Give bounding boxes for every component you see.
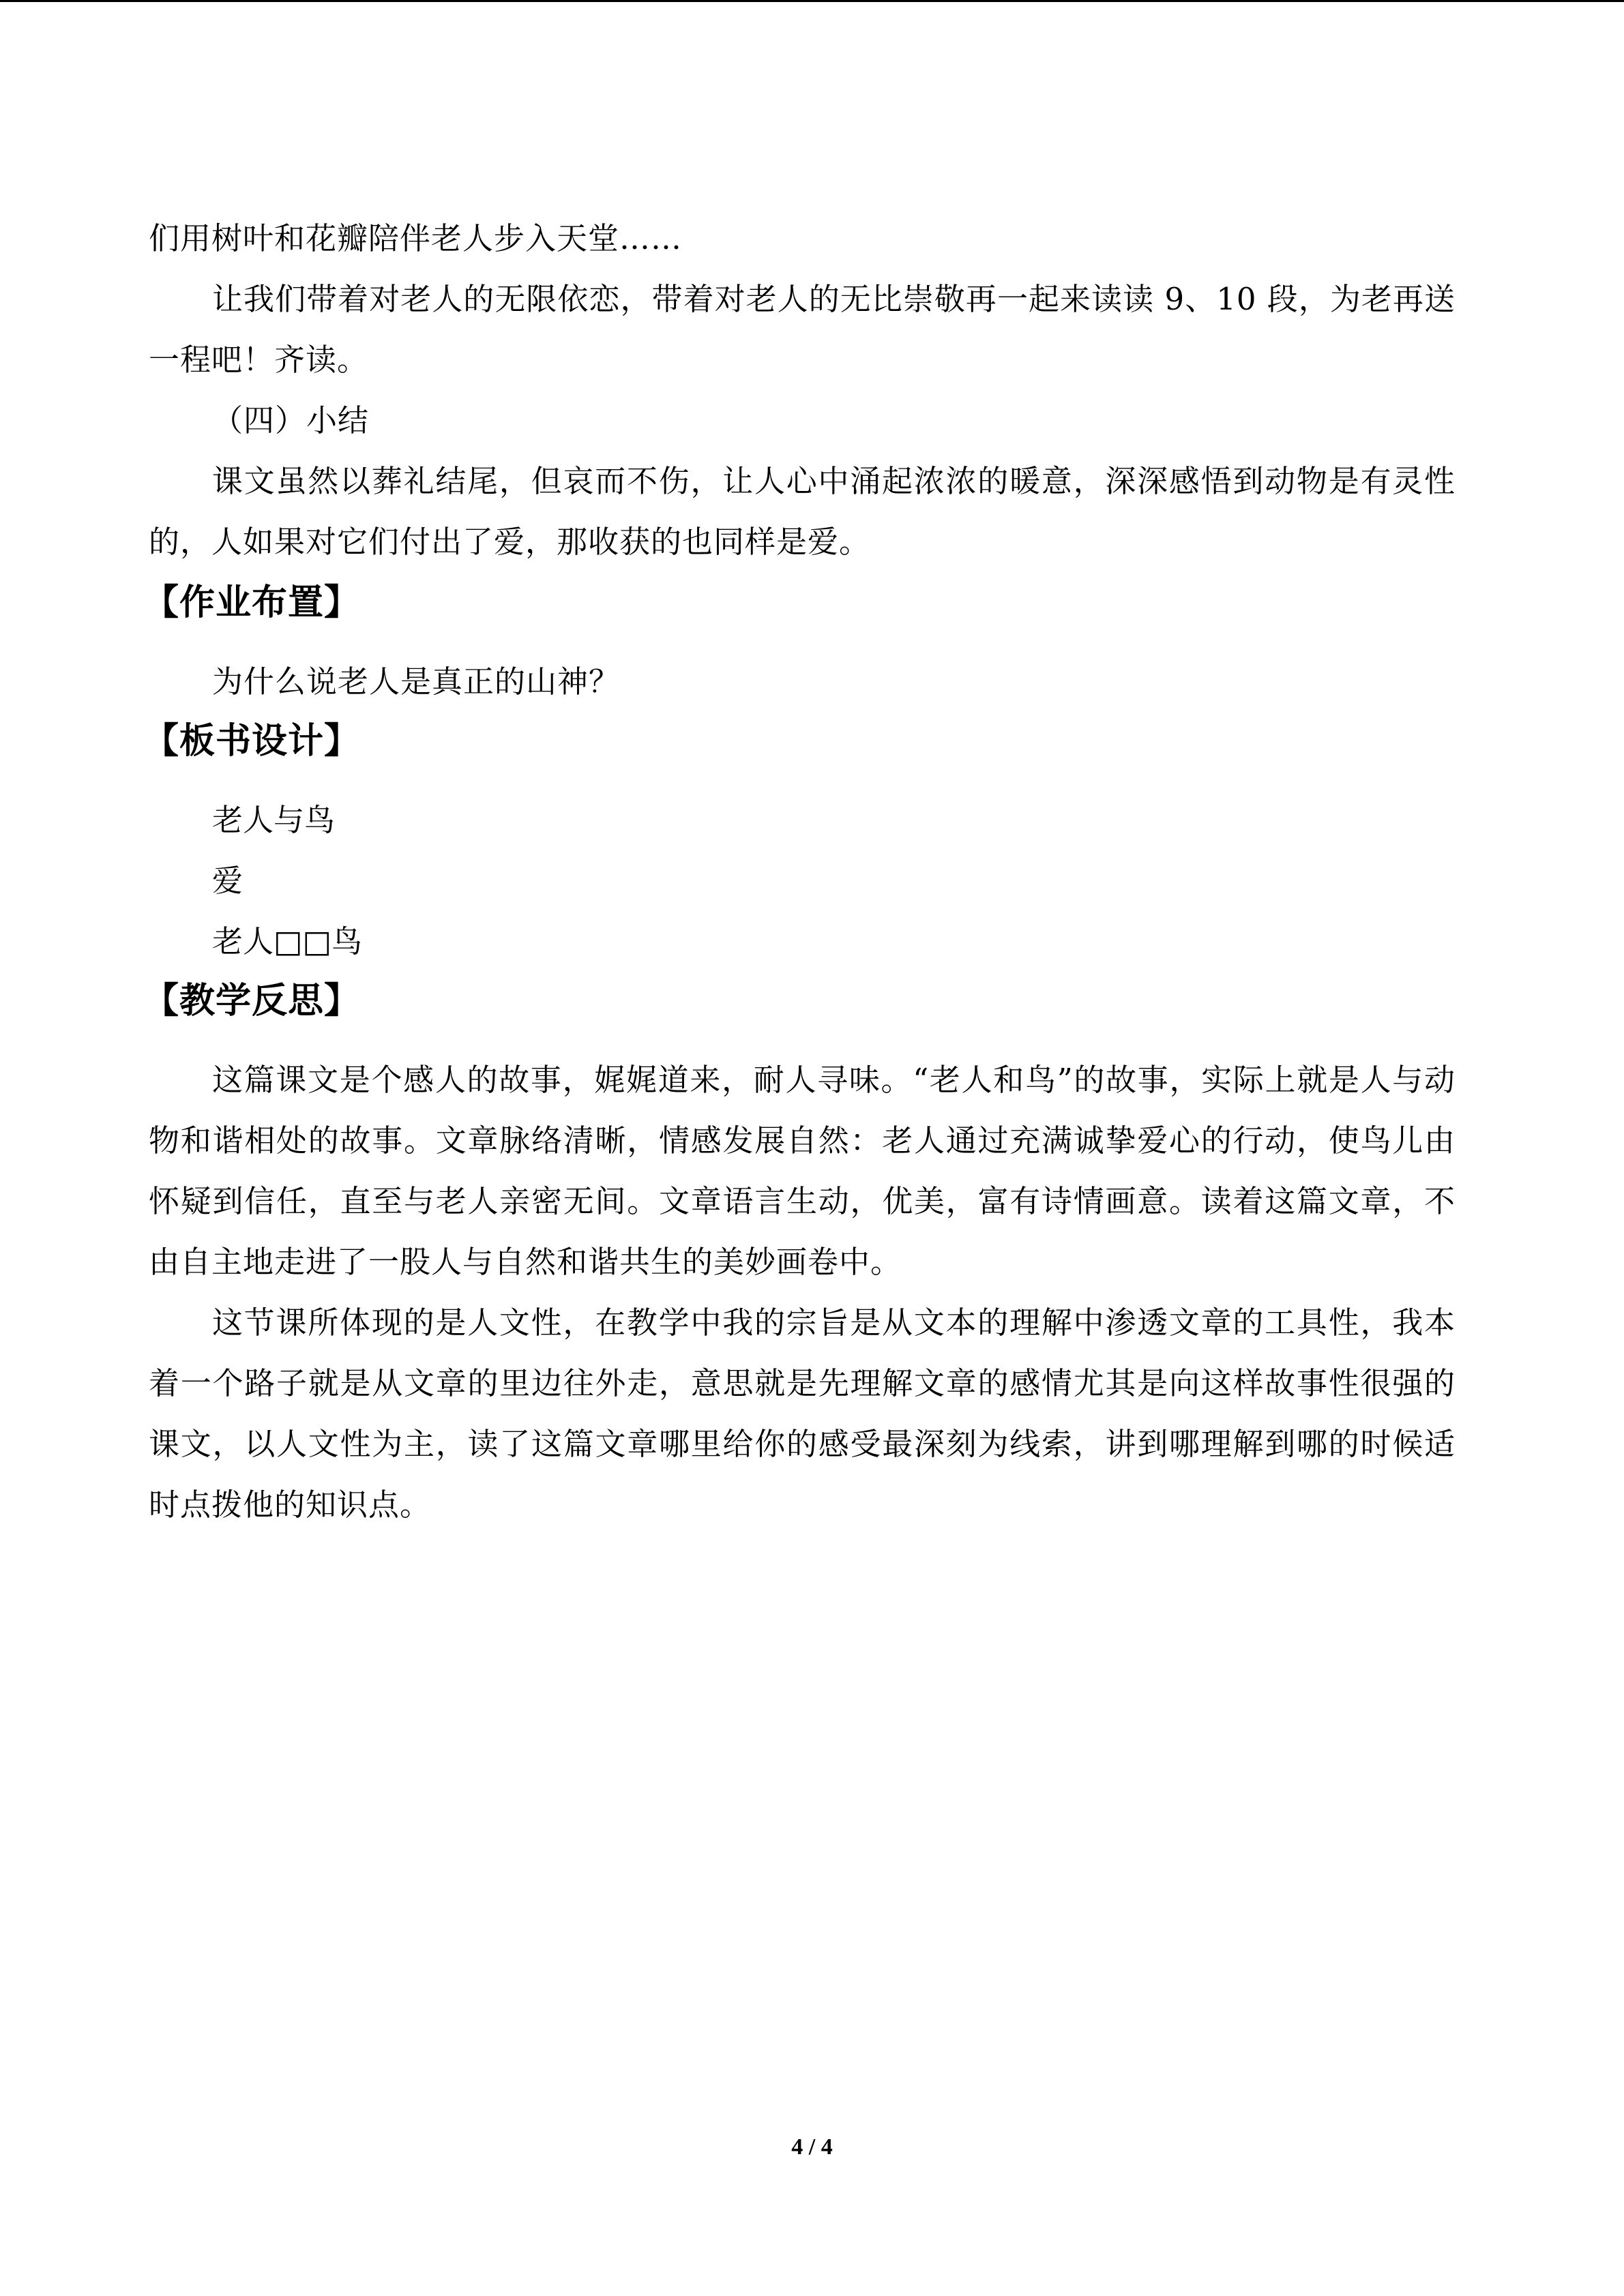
homework-heading: 【作业布置】 [143,582,361,623]
summary-paragraph: 课文虽然以葬礼结尾，但哀而不伤，让人心中涌起浓浓的暖意，深深感悟到动物是有灵性的，人如果对它们付出了爱，那收获的也同样是爱。 [149,463,1456,560]
summary-subheading: （四）小结 [212,402,370,438]
intro-paragraph-continuation: 们用树叶和花瓣陪伴老人步入天堂…… [149,220,683,256]
reflection-heading: 【教学反思】 [143,981,361,1022]
top-border-line [0,0,1624,2]
board-line-love: 爱 [212,863,243,899]
board-line-title: 老人与鸟 [212,802,336,838]
reflection-paragraph-2: 这节课所体现的是人文性，在教学中我的宗旨是从文本的理解中渗透文章的工具性，我本着一个路子就是从文章的里边往外走，意思就是先理解文章的感情尤其是向这样故事性很强的课文，以人文性为主，读了这篇文章哪里给你的感受最深刻为线索，讲到哪理解到哪的时候适时点拨他的知识点。 [149,1304,1456,1523]
board-line-relation: 老人□□鸟 [212,923,363,959]
document-body [143,208,1456,1535]
intro-paragraph-read-aloud: 让我们带着对老人的无限依恋，带着对老人的无比崇敬再一起来读读 9、10 段，为老再送一程吧！齐读。 [149,281,1456,378]
board-design-heading: 【板书设计】 [143,721,361,762]
reflection-paragraph-1: 这篇课文是个感人的故事，娓娓道来，耐人寻味。“老人和鸟”的故事，实际上就是人与动物和谐相处的故事。文章脉络清晰，情感发展自然：老人通过充满诚挚爱心的行动，使鸟儿由怀疑到信任，直至与老人亲密无间。文章语言生动，优美，富有诗情画意。读着这篇文章，不由自主地走进了一股人与自然和谐共生的美妙画卷中。 [149,1062,1456,1280]
page-number: 4 / 4 [791,2134,833,2160]
homework-question: 为什么说老人是真正的山神？ [212,664,621,700]
